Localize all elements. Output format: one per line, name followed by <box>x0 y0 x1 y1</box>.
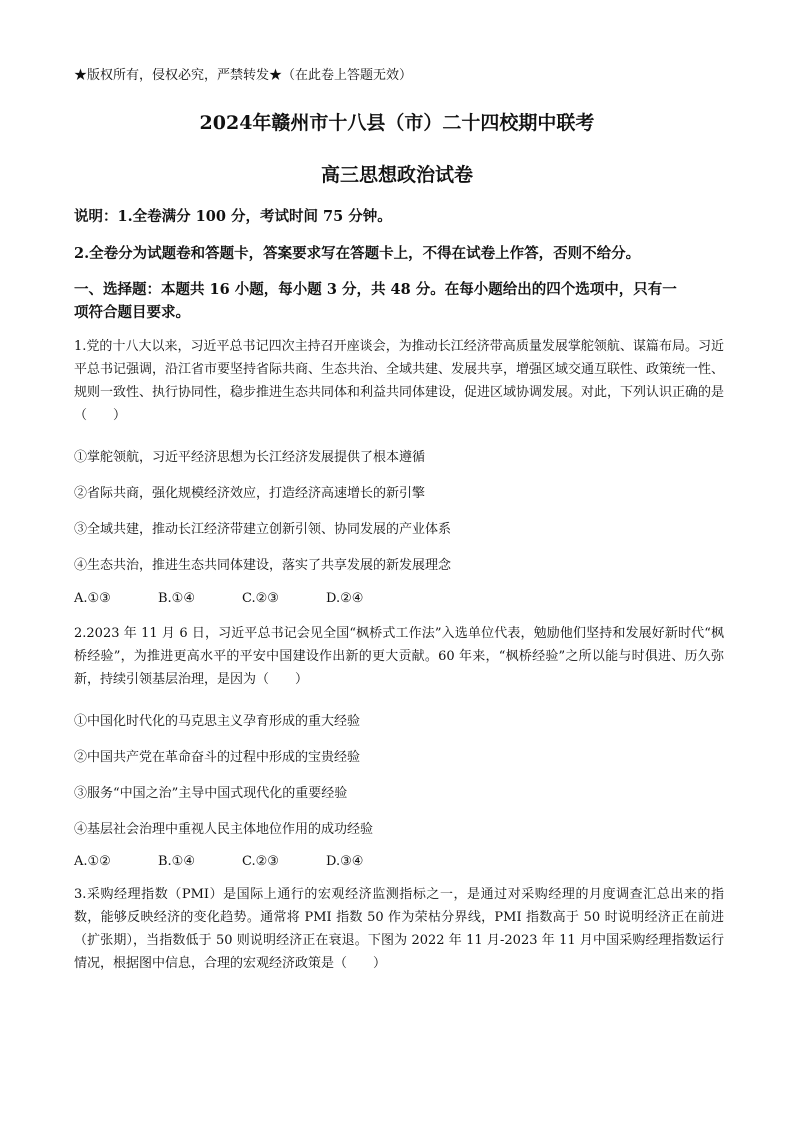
question-2-option-4: ④基层社会治理中重视人民主体地位作用的成功经验 <box>74 822 374 837</box>
question-2-choice-d[interactable]: D.③④ <box>326 854 364 869</box>
instruction-line-2: 2.全卷分为试题卷和答题卡，答案要求写在答题卡上，不得在试卷上作答，否则不给分。 <box>74 245 641 262</box>
question-1-choices <box>74 591 410 606</box>
question-2-option-3: ③服务“中国之治”主导中国式现代化的重要经验 <box>74 786 348 801</box>
question-1-stem: 1.党的十八大以来，习近平总书记四次主持召开座谈会，为推动长江经济带高质量发展掌舵领航、谋篇布局。习近平总书记强调，沿江省市要坚持省际共商、生态共治、全域共建、发展共享，增强区域交通互联性、政策统一性、规则一致性、执行协同性，稳步推进生态共同体和利益共同体建设，促进区域协调发展。对此，下列认识正确的是（ ） <box>74 339 725 423</box>
question-1-option-1: ①掌舵领航，习近平经济思想为长江经济发展提供了根本遵循 <box>74 450 426 465</box>
question-2-choice-b[interactable]: B.①④ <box>158 854 195 869</box>
instruction-line-1: 说明：1.全卷满分 100 分，考试时间 75 分钟。 <box>74 208 392 225</box>
question-3-stem: 3.采购经理指数（PMI）是国际上通行的宏观经济监测指标之一，是通过对采购经理的月度调查汇总出来的指数，能够反映经济的变化趋势。通常将 PMI 指数 50 作为荣枯分界线，PMI 指数高于 50 时说明经济正在前进（扩张期），当指数低于 50 则说明经济正在衰退。下图为 2022 年 11 月-2023 年 11 月中国采购经理指数运行情况，根据图中信息，合理的宏观经济政策是（ ） <box>74 887 724 971</box>
question-2-choice-a[interactable]: A.①② <box>74 854 111 869</box>
section-heading-line-1: 一、选择题：本题共 16 小题，每小题 3 分，共 48 分。在每小题给出的四个选项中，只有一 <box>74 281 677 298</box>
exam-subtitle: 高三思想政治试卷 <box>320 164 473 186</box>
question-2-choice-c[interactable]: C.②③ <box>242 854 279 869</box>
copyright-notice: ★版权所有，侵权必究，严禁转发★（在此卷上答题无效） <box>74 68 413 83</box>
question-1-choice-d[interactable]: D.②④ <box>326 591 364 606</box>
question-1-choice-a[interactable]: A.①③ <box>74 591 111 606</box>
question-2-option-1: ①中国化时代化的马克思主义孕育形成的重大经验 <box>74 714 361 729</box>
question-2-stem: 2.2023 年 11 月 6 日，习近平总书记会见全国“枫桥式工作法”入选单位代表，勉励他们坚持和发展好新时代“枫桥经验”，为推进更高水平的平安中国建设作出新的更大贡献。60 年来，“枫桥经验”之所以能与时俱进、历久弥新，持续引领基层治理，是因为（ ） <box>74 626 724 687</box>
exam-title: 2024年赣州市十八县（市）二十四校期中联考 <box>199 112 595 134</box>
question-1-choice-b[interactable]: B.①④ <box>158 591 195 606</box>
section-heading-line-2: 项符合题目要求。 <box>74 304 190 321</box>
question-1-choice-c[interactable]: C.②③ <box>242 591 279 606</box>
question-1-option-3: ③全域共建，推动长江经济带建立创新引领、协同发展的产业体系 <box>74 522 452 537</box>
question-1-option-4: ④生态共治，推进生态共同体建设，落实了共享发展的新发展理念 <box>74 558 452 573</box>
question-2-option-2: ②中国共产党在革命奋斗的过程中形成的宝贵经验 <box>74 750 361 765</box>
question-2-choices <box>74 854 410 869</box>
question-1-option-2: ②省际共商，强化规模经济效应，打造经济高速增长的新引擎 <box>74 486 426 501</box>
